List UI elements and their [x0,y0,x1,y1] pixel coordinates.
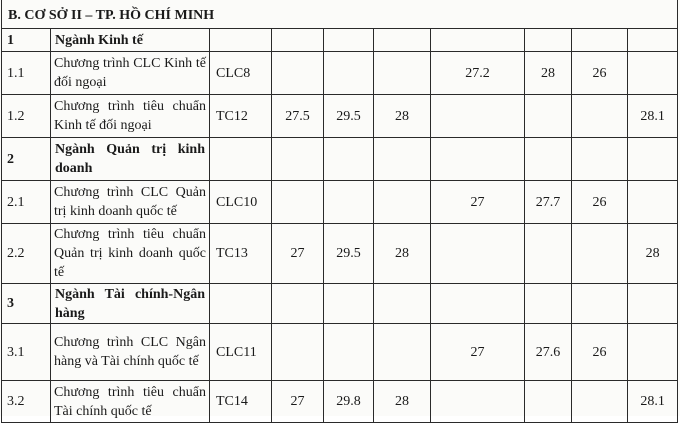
program-code: CLC11 [210,324,272,381]
table-row [2,29,678,52]
score-cell [431,381,525,423]
score-cell: 28 [374,381,431,423]
score-cell [628,52,678,95]
row-index: 3 [2,284,51,324]
table-row [2,138,678,181]
table-row [2,95,678,138]
score-cell: 27.2 [431,52,525,95]
score-cell [431,224,525,284]
score-cell: 27.6 [525,324,572,381]
row-index: 1 [2,29,51,52]
program-name: Chương trình CLC Ngân hàng và Tài chính quốc tế [51,324,210,381]
program-code: TC13 [210,224,272,284]
score-cell: 27 [272,224,324,284]
admission-score-table [1,0,678,423]
major-name: Ngành Tài chính-Ngân hàng [51,284,210,324]
major-name: Ngành Kinh tế [51,29,210,52]
table-row [2,324,678,381]
score-cell [324,181,374,224]
score-cell: 26 [572,181,628,224]
program-code: CLC8 [210,52,272,95]
program-name: Chương trình CLC Quản trị kinh doanh quốc tế [51,181,210,224]
score-cell: 28.1 [628,381,678,423]
score-cell: 28 [525,52,572,95]
row-index: 3.1 [2,324,51,381]
table-row [2,224,678,284]
score-cell [525,381,572,423]
score-cell: 28 [374,95,431,138]
score-cell [324,324,374,381]
program-code: TC14 [210,381,272,423]
score-cell: 27.5 [272,95,324,138]
program-code: CLC10 [210,181,272,224]
program-code: TC12 [210,95,272,138]
score-cell: 29.8 [324,381,374,423]
program-name: Chương trình tiêu chuẩn Tài chính quốc tế [51,381,210,423]
score-cell [431,95,525,138]
score-cell [272,324,324,381]
score-cell [324,52,374,95]
program-name: Chương trình tiêu chuẩn Quản trị kinh doanh quốc tế [51,224,210,284]
row-index: 2.2 [2,224,51,284]
row-index: 1.2 [2,95,51,138]
score-cell: 26 [572,324,628,381]
score-cell [572,224,628,284]
row-index: 1.1 [2,52,51,95]
score-cell: 27 [431,181,525,224]
score-cell: 27 [272,381,324,423]
region-header: B. CƠ SỞ II – TP. HỒ CHÍ MINH [2,0,678,29]
score-cell: 28.1 [628,95,678,138]
score-cell [272,181,324,224]
score-cell [525,95,572,138]
score-cell [374,52,431,95]
row-index: 3.2 [2,381,51,423]
score-cell: 27 [431,324,525,381]
score-cell: 28 [374,224,431,284]
program-name: Chương trình tiêu chuẩn Kinh tế đối ngoại [51,95,210,138]
score-cell [628,324,678,381]
score-cell [572,381,628,423]
table-row [2,284,678,324]
score-cell [374,324,431,381]
score-cell [374,181,431,224]
score-cell: 27.7 [525,181,572,224]
row-index: 2 [2,138,51,181]
score-cell [525,224,572,284]
score-cell: 29.5 [324,224,374,284]
score-cell [272,52,324,95]
region-header-row [2,0,678,29]
major-name: Ngành Quản trị kinh doanh [51,138,210,181]
table-row [2,181,678,224]
score-cell [628,181,678,224]
table-row [2,381,678,423]
score-cell: 29.5 [324,95,374,138]
row-index: 2.1 [2,181,51,224]
score-cell [572,95,628,138]
table-row [2,52,678,95]
score-cell: 26 [572,52,628,95]
score-cell: 28 [628,224,678,284]
program-name: Chương trình CLC Kinh tế đối ngoại [51,52,210,95]
